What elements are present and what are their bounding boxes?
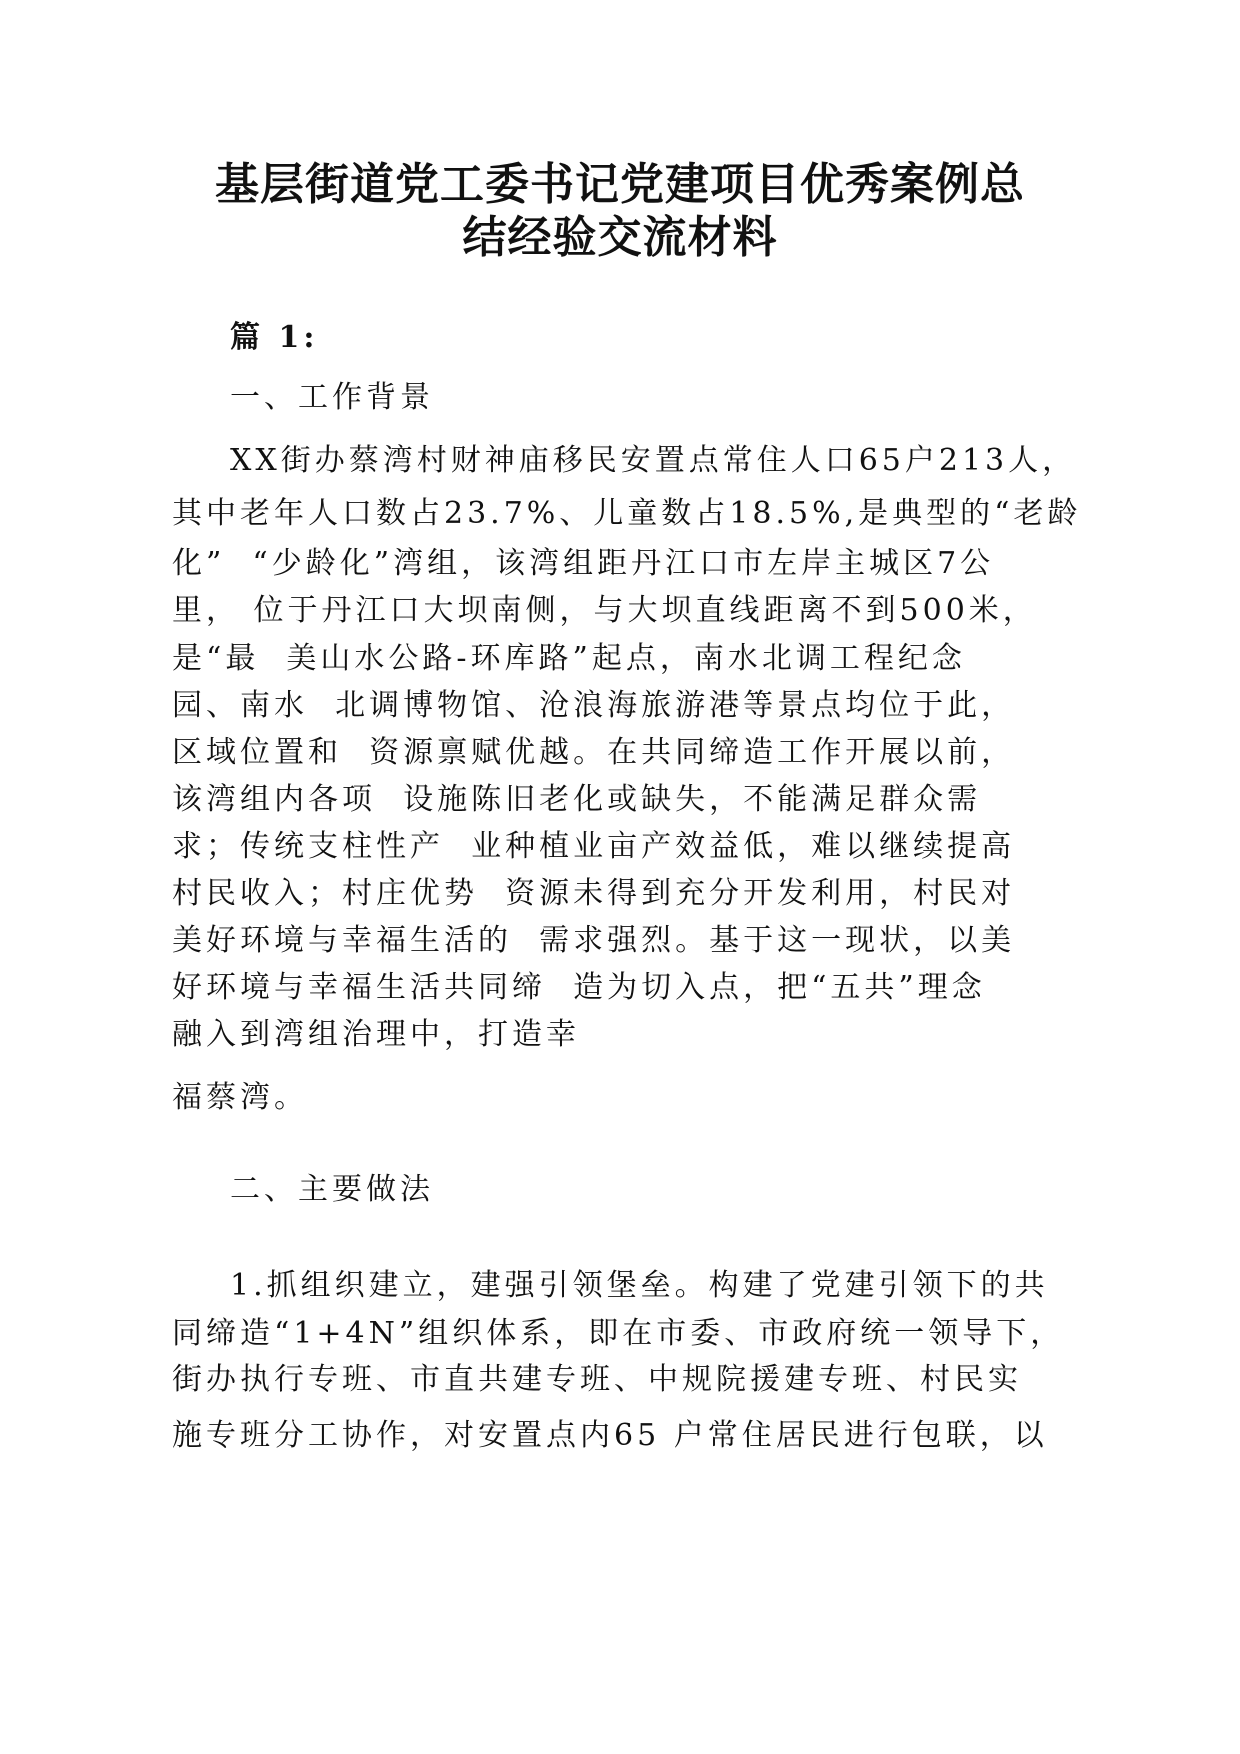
section-heading-background: 一、工作背景 [230, 380, 434, 415]
paragraph-line: 化” “少龄化”湾组，该湾组距丹江口市左岸主城区7公 [172, 546, 995, 581]
paragraph-line: 美好环境与幸福生活的 需求强烈。基于这一现状，以美 [172, 923, 1016, 958]
paragraph-line: 施专班分工协作，对安置点内65 户常住居民进行包联，以 [172, 1418, 1048, 1453]
paragraph-line: 是“最 美山水公路-环库路”起点，南水北调工程纪念 [172, 641, 966, 676]
paragraph-line: 好环境与幸福生活共同缔 造为切入点，把“五共”理念 [172, 970, 986, 1005]
chapter-label: 篇 1: [230, 320, 319, 355]
document-title-line-2: 结经验交流材料 [462, 212, 778, 263]
paragraph-line: 里， 位于丹江口大坝南侧，与大坝直线距离不到500米， [172, 593, 1037, 628]
paragraph-line: 融入到湾组治理中，打造幸 [172, 1017, 580, 1052]
paragraph-line: 其中老年人口数占23.7%、儿童数占18.5%,是典型的“老龄 [172, 496, 1082, 531]
paragraph-line: 1.抓组织建立，建强引领堡垒。构建了党建引领下的共 [230, 1268, 1049, 1303]
paragraph-line: 区域位置和 资源禀赋优越。在共同缔造工作开展以前， [172, 735, 1016, 770]
section-heading-practices: 二、主要做法 [230, 1172, 434, 1207]
paragraph-line: 同缔造“1+4N”组织体系，即在市委、市政府统一领导下， [172, 1316, 1065, 1351]
paragraph-line: 街办执行专班、市直共建专班、中规院援建专班、村民实 [172, 1362, 1022, 1397]
paragraph-line: 村民收入；村庄优势 资源未得到充分开发利用，村民对 [172, 876, 1016, 911]
paragraph-line: 求；传统支柱性产 业种植业亩产效益低，难以继续提高 [172, 829, 1016, 864]
document-title-line-1: 基层街道党工委书记党建项目优秀案例总 [215, 159, 1025, 210]
paragraph-line: 该湾组内各项 设施陈旧老化或缺失，不能满足群众需 [172, 782, 982, 817]
paragraph-tail: 福蔡湾。 [172, 1080, 308, 1115]
paragraph-line: 园、南水 北调博物馆、沧浪海旅游港等景点均位于此， [172, 688, 1016, 723]
paragraph-line: XX街办蔡湾村财神庙移民安置点常住人口65户213人， [230, 443, 1077, 478]
